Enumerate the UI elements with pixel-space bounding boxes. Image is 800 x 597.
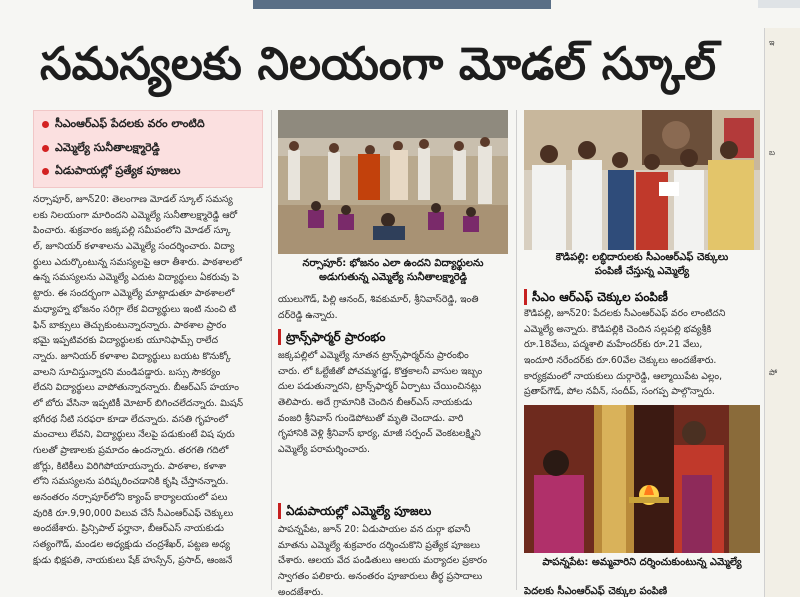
text-line: క్షుడు భిక్షపతి, నాయకులు షేక్ హుస్సేన్, ప్రసాద్, ఆంజనే xyxy=(33,554,233,566)
text-line: పించారు. శుక్రవారం జక్కపల్లి సమీపంలోని మోడల్ స్కూ xyxy=(33,225,231,237)
highlight-item: ఏడుపాయల్లో ప్రత్యేక పూజలు xyxy=(42,164,180,186)
text-line: మంచాలు లేవని, విద్యార్థులు నేలపై పడుకుంటే విష పురు xyxy=(33,429,235,441)
transformer-story xyxy=(278,348,510,460)
transformer-subhead: ట్రాన్స్‌ఫార్మర్ ప్రారంభం xyxy=(278,329,386,345)
photo-cheque-distribution xyxy=(524,110,760,250)
text-line: ఎమ్మెల్యే పరామర్శించారు. xyxy=(278,444,370,456)
text-line: కౌడిపల్లి, జూన్20: పేదలకు సీఎంఆర్ఎఫ్ వరం లాంటిదని xyxy=(524,308,726,319)
photo3-caption: పాపన్నపేట: అమ్మవారిని దర్శించుకుంటున్న ఎమ్మెల్యే xyxy=(542,557,742,568)
text-line: వంజరి శ్రీనివాస్ గుండెపోటుతో మృతి చెందాడు. వారి xyxy=(278,412,464,424)
text-line: లో బోరు వేసినా ఇప్పటికీ మోటార్ బిగించలేదన్నారు. మిషన్ xyxy=(33,397,244,409)
text-line: అందజేశారు. ప్రిన్సిపాల్ ఫర్హానా, బీఆర్ఎస్ నాయకుడు xyxy=(33,523,224,535)
text-line: చేశారు. ఆలయ వేద పండితులు ఆలయ మర్యాదల ప్రకారం xyxy=(278,555,488,567)
next-headline-cut: పెదలకు సీఎంఆర్ఎఫ్ చెక్కుల పంపిణి xyxy=(524,586,668,597)
text-line: మాతను ఎమ్మెల్యే శుక్రవారం దర్శించుకొని ప్రత్యేక పూజలు xyxy=(278,539,480,551)
text-line: ఎమ్మెల్యే అన్నారు. కౌడిపల్లికి చెందిన సల్లపల్లి భవ్యశ్రీకి xyxy=(524,323,712,335)
photo1-caption: నర్సాపూర్: భోజనం ఎలా ఉందని విద్యార్థులను అడుగుతున్న ఎమ్మెల్యే సునీతాలక్ష్మారెడ్డి xyxy=(302,258,484,283)
text-line: జక్కపల్లిలో ఎమ్మెల్యే నూతన ట్రాన్స్‌ఫార్మర్‌ను ప్రారంభిం xyxy=(278,350,469,361)
photo-students-lunch xyxy=(278,110,508,254)
cmrf-story xyxy=(524,306,760,404)
text-line: మధ్యాహ్న భోజనం సరిగ్గా లేక విద్యార్థులు ఇంటి నుంచి టి xyxy=(33,303,237,315)
highlight-item: సీఎంఆర్ఎఫ్ పేదలకు వరం లాంటిది xyxy=(42,117,205,139)
text-line: ల్, జూనియర్ కళాశాలను ఎమ్మెల్యే సందర్శించారు. విద్యా xyxy=(33,241,235,253)
column-divider xyxy=(271,110,272,590)
column2-intro xyxy=(278,292,510,326)
text-line: జోర్లు, కిటికీలు విరిగిపోయాయన్నారు. పాఠశాల, కళాశా xyxy=(33,460,227,472)
photo2-caption: కౌడిపల్లి: లబ్ధిదారులకు సీఎంఆర్ఎఫ్ చెక్కులు పంపిణీ చేస్తున్న ఎమ్మెల్యే xyxy=(555,252,729,277)
bullet-icon xyxy=(42,121,49,128)
highlights-box xyxy=(33,110,263,188)
cmrf-subhead: సీఎం ఆర్ఎఫ్ చెక్కుల పంపిణీ xyxy=(524,289,668,305)
text-line: స్వాగతం పలికారు. అనంతరం పూజారులు తీర్థ ప్రసాదాలు xyxy=(278,571,483,583)
top-color-bar xyxy=(253,0,551,9)
text-line: వాలని సూచిస్తున్నారని మండిపడ్డారు. బస్సు సౌకర్యం xyxy=(33,366,221,378)
text-line: ఇందూరి నరేందర్‌కు రూ.60వేల చెక్కులు అందజేశారు. xyxy=(524,355,717,367)
text-line: నర్సాపూర్, జూన్20: తెలంగాణ మోడల్ స్కూల్ సమస్య xyxy=(33,194,233,205)
text-line: ర్థులు ఎదుర్కొంటున్న సమస్యలపై ఆరా తీశారు. పాఠశాలలో xyxy=(33,256,242,268)
text-line: గులతో ప్రాణాలకు ప్రమాదం ఉందన్నారు. తరగతి గదిలో xyxy=(33,445,229,456)
text-line: లోని సమస్యలను పరిష్కరించడానికి కృషి చేస్తానన్నారు. xyxy=(33,476,229,488)
text-line: ఉన్న సమస్యలను ఎమ్మెల్యే ఎదుట విద్యార్థులు ఏకరువు పె xyxy=(33,272,240,284)
text-line: భగీరథ నీటి సరఫరా కూడా లేదన్నారు. వసతి గృహంలో xyxy=(33,413,228,425)
text-line: అనంతరం నర్సాపూర్‌లోని క్యాంప్ కార్యాలయంలో పలు xyxy=(33,492,228,504)
text-line: ప్రతాప్‌గౌడ్, పోల నవీన్, సందీప్, సంగప్ప పాల్గొన్నారు. xyxy=(524,386,715,398)
text-line: దుల పడుతున్నారని, ట్రాన్స్‌ఫార్మర్ ఏర్పాటు చేయించినట్లు xyxy=(278,381,482,393)
text-line: వురికి రూ.9,90,000 విలువ చేసే సీఎంఆర్ఎఫ్ చెక్కులు xyxy=(33,507,234,519)
text-line: న్నారు. జూనియర్ కళాశాల విద్యార్థులు బయట కొనుక్కో xyxy=(33,350,231,362)
text-line: లేదని విద్యార్థులు వాపోతున్నారన్నారు. బీఆర్ఎస్ హయాం xyxy=(33,382,239,394)
text-line: అందజేశారు. xyxy=(278,586,324,597)
text-line: ఫిన్ బాక్సులు తెచ్చుకుంటున్నారన్నారు. పాఠశాల ప్రారం xyxy=(33,319,227,331)
text-line: గృహానికి వెళ్లి శ్రీనివాస్ భార్య, మాజీ సర్పంచ్ వెంకటలక్ష్మిని xyxy=(278,428,481,440)
text-line: ట్టారు. ఈ సందర్భంగా ఎమ్మెల్యే మాట్లాడుతూ పాఠశాలలో xyxy=(33,288,235,300)
edupayala-story xyxy=(278,522,510,597)
text-line: పాపన్నపేట, జూన్ 20: ఏడుపాయల వన దుర్గా భవానీ xyxy=(278,524,471,535)
text-line: లకు నిలయంగా మారిందని ఎమ్మెల్యే సునీతాలక్ష్మారెడ్డి ఆరో xyxy=(33,209,238,221)
column-divider xyxy=(516,110,517,590)
top-right-bar xyxy=(758,0,800,8)
text-line: రూ.18వేలు, పద్మశాలి మహేందర్‌కు రూ.21 వేలు, xyxy=(524,339,703,351)
page-headline: సమస్యలకు నిలయంగా మోడల్ స్కూల్ xyxy=(40,37,717,90)
text-line: దర్‌రెడ్డి ఉన్నారు. xyxy=(278,309,338,321)
bullet-icon xyxy=(42,145,49,152)
adjacent-article-strip: ఇ బ పో xyxy=(764,28,800,597)
main-story-column xyxy=(33,192,265,592)
text-line: భమై ఇప్పటివరకు విద్యార్థులకు యూనిఫామ్స్ రాలేద xyxy=(33,335,219,347)
text-line: కార్యక్రమంలో నాయకులు దుర్గారెడ్డి, ఆల్మాయిపేట ఎల్లం, xyxy=(524,370,723,382)
bullet-icon xyxy=(42,168,49,175)
highlight-item: ఎమ్మెల్యే సునీతాలక్ష్మారెడ్డి xyxy=(42,141,160,163)
text-line: సత్యంగౌడ్, మండల అధ్యక్షుడు చంద్రశేఖర్, పట్టణ అధ్య xyxy=(33,539,230,551)
text-line: తెలిపారు. అదే గ్రామానికి చెందిన బీఆర్ఎస్ నాయకుడు xyxy=(278,397,473,409)
text-line: చారు. లో ఓల్టేజీతో పోచమ్మగడ్డ, కొత్తకాలనీ వాసుల ఇబ్బం xyxy=(278,365,483,377)
photo-temple-visit xyxy=(524,405,760,553)
text-line: యులుగౌడ్, పిల్లి ఆనంద్, శివకుమార్, శ్రీనివాస్‌రెడ్డి, ఇంతి xyxy=(278,294,479,305)
edupayala-subhead: ఏడుపాయల్లో ఎమ్మెల్యే పూజలు xyxy=(278,503,431,519)
